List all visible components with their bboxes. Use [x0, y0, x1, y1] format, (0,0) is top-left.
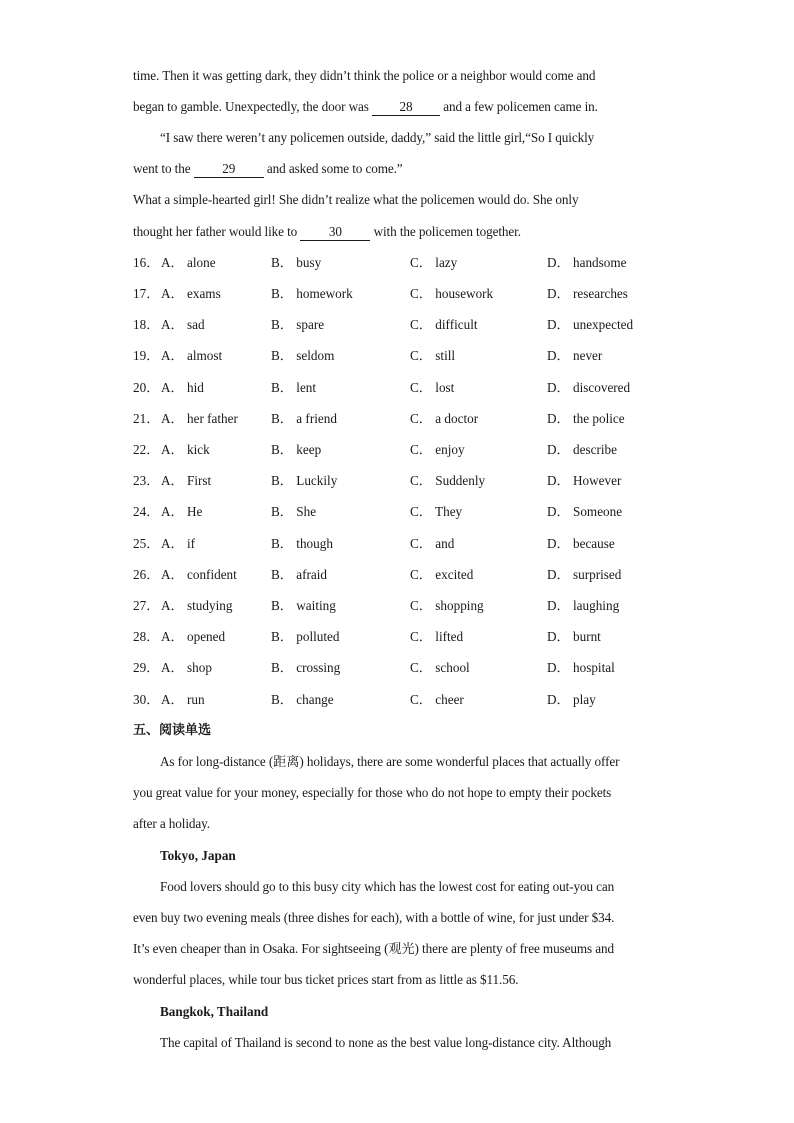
option-d: D． the police [547, 411, 625, 426]
option-b: B． busy [271, 255, 322, 270]
blank-30: 30 [300, 224, 370, 241]
option-d: D． handsome [547, 255, 627, 270]
option-c: C． housework [410, 286, 494, 301]
option-c: C． lost [410, 380, 455, 395]
option-b: B． afraid [271, 567, 328, 582]
option-b: B． seldom [271, 348, 335, 363]
option-a: A． He [161, 504, 203, 519]
option-a: A． alone [161, 255, 216, 270]
option-b: B． change [271, 692, 334, 707]
option-b: B． keep [271, 442, 322, 457]
option-c: C． difficult [410, 317, 478, 332]
option-d: D． never [547, 348, 603, 363]
option-b: B． homework [271, 286, 353, 301]
question-28: 28． A． opened B． polluted C． lifted D． burnt [133, 627, 693, 647]
question-23: 23． A． First B． Luckily C． Suddenly D． However [133, 471, 693, 491]
option-a: A． sad [161, 317, 205, 332]
reading-line: The capital of Thailand is second to none as the best value long-distance city. Although [160, 1035, 612, 1050]
option-b: B． Luckily [271, 473, 338, 488]
option-b: B． polluted [271, 629, 340, 644]
question-27: 27． A． studying B． waiting C． shopping D． laughing [133, 596, 693, 616]
option-c: C． a doctor [410, 411, 479, 426]
question-21: 21． A． her father B． a friend C． a doctor D． the police [133, 409, 693, 429]
option-a: A． if [161, 536, 196, 551]
option-b: B． lent [271, 380, 317, 395]
option-a: A． exams [161, 286, 221, 301]
option-a: A． run [161, 692, 205, 707]
subheading-bangkok: Bangkok, Thailand [160, 1004, 269, 1019]
option-a: A． her father [161, 411, 238, 426]
option-b: B． a friend [271, 411, 337, 426]
blank-29: 29 [194, 161, 264, 178]
question-30: 30． A． run B． change C． cheer D． play [133, 690, 693, 710]
option-c: C． Suddenly [410, 473, 486, 488]
passage-line: time. Then it was getting dark, they didn’t think the police or a neighbor would come and [133, 68, 596, 83]
question-25: 25． A． if B． though C． and D． because [133, 534, 693, 554]
question-17: 17． A． exams B． homework C． housework D． researches [133, 284, 693, 304]
question-24: 24． A． He B． She C． They D． Someone [133, 502, 693, 522]
option-c: C． still [410, 348, 456, 363]
option-b: B． though [271, 536, 333, 551]
option-d: D． discovered [547, 380, 631, 395]
question-20: 20． A． hid B． lent C． lost D． discovered [133, 378, 693, 398]
option-d: D． play [547, 692, 596, 707]
question-29: 29． A． shop B． crossing C． school D． hospital [133, 658, 693, 678]
option-b: B． spare [271, 317, 325, 332]
option-d: D． surprised [547, 567, 622, 582]
reading-line: wonderful places, while tour bus ticket prices start from as little as $11.56. [133, 972, 519, 987]
option-c: C． They [410, 504, 463, 519]
option-d: D． because [547, 536, 615, 551]
option-a: A． opened [161, 629, 226, 644]
subheading-tokyo: Tokyo, Japan [160, 848, 236, 863]
option-c: C． shopping [410, 598, 484, 613]
option-b: B． crossing [271, 660, 341, 675]
option-a: A． First [161, 473, 212, 488]
option-c: C． excited [410, 567, 474, 582]
option-d: D． burnt [547, 629, 601, 644]
reading-line: It’s even cheaper than in Osaka. For sightseeing (观光) there are plenty of free museums and [133, 941, 614, 956]
section-title: 五、阅读单选 [133, 723, 212, 738]
option-c: C． and [410, 536, 455, 551]
option-c: C． lazy [410, 255, 458, 270]
option-c: C． cheer [410, 692, 464, 707]
option-a: A． almost [161, 348, 223, 363]
option-b: B． waiting [271, 598, 336, 613]
option-a: A． shop [161, 660, 212, 675]
passage-line: What a simple-hearted girl! She didn’t realize what the policemen would do. She only [133, 192, 579, 207]
option-c: C． school [410, 660, 470, 675]
reading-line: after a holiday. [133, 816, 210, 831]
passage-line: “I saw there weren’t any policemen outside, daddy,” said the little girl,“So I quickly [160, 130, 595, 145]
passage-line: began to gamble. Unexpectedly, the door was 28 and a few policemen came in. [133, 99, 598, 114]
option-a: A． kick [161, 442, 210, 457]
reading-line: you great value for your money, especially for those who do not hope to empty their pockets [133, 785, 612, 800]
blank-28: 28 [372, 99, 440, 116]
passage-line: went to the 29 and asked some to come.” [133, 161, 403, 176]
option-a: A． studying [161, 598, 233, 613]
option-a: A． hid [161, 380, 204, 395]
reading-line: Food lovers should go to this busy city which has the lowest cost for eating out-you can [160, 879, 615, 894]
reading-line: As for long-distance (距离) holidays, there are some wonderful places that actually offer [160, 754, 620, 769]
option-c: C． lifted [410, 629, 464, 644]
option-d: D． researches [547, 286, 628, 301]
question-19: 19． A． almost B． seldom C． still D． never [133, 346, 693, 366]
question-16: 16． A． alone B． busy C． lazy D． handsome [133, 253, 693, 273]
option-b: B． She [271, 504, 317, 519]
option-d: D． laughing [547, 598, 620, 613]
option-c: C． enjoy [410, 442, 465, 457]
option-d: D． hospital [547, 660, 615, 675]
option-d: D． describe [547, 442, 617, 457]
reading-line: even buy two evening meals (three dishes for each), with a bottle of wine, for just under $34. [133, 910, 615, 925]
option-d: D． However [547, 473, 622, 488]
passage-line: thought her father would like to 30 with the policemen together. [133, 224, 521, 239]
question-22: 22． A． kick B． keep C． enjoy D． describe [133, 440, 693, 460]
option-a: A． confident [161, 567, 237, 582]
question-26: 26． A． confident B． afraid C． excited D． surprised [133, 565, 693, 585]
option-d: D． unexpected [547, 317, 634, 332]
question-18: 18． A． sad B． spare C． difficult D． unexpected [133, 315, 693, 335]
option-d: D． Someone [547, 504, 623, 519]
